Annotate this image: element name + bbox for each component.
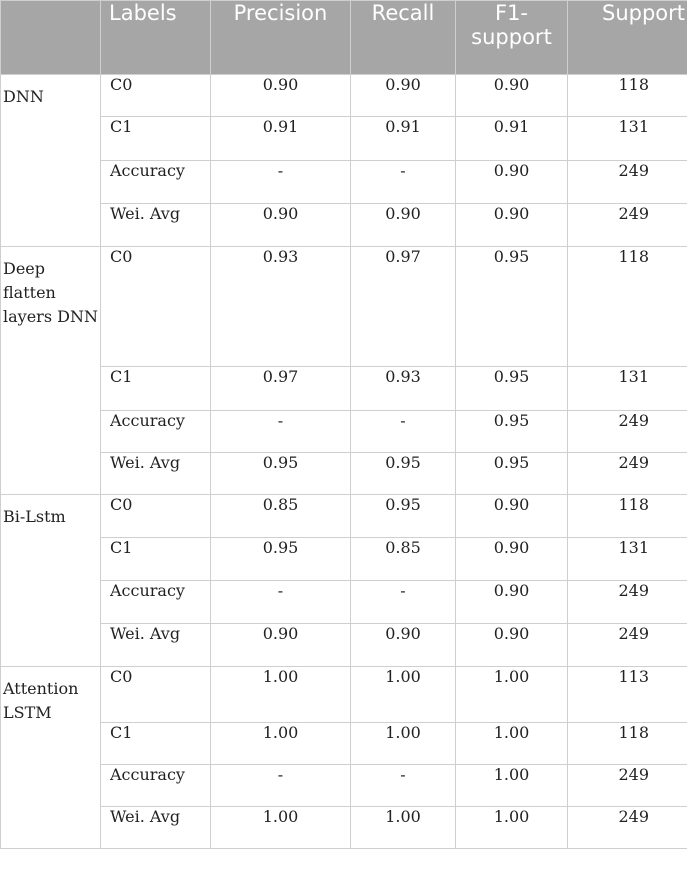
f1-value: 0.90 (456, 75, 568, 117)
row-label: C0 (101, 75, 211, 117)
recall-value: 0.91 (351, 117, 456, 161)
recall-value: 1.00 (351, 667, 456, 723)
table-row (1, 495, 687, 538)
f1-value: 1.00 (456, 807, 568, 849)
f1-value: 0.91 (456, 117, 568, 161)
support-value: 118 (568, 723, 687, 765)
header-support: Support (568, 1, 687, 75)
f1-value: 1.00 (456, 765, 568, 807)
model-name: Attention LSTM (1, 667, 101, 849)
header-f1-support: F1- support (456, 1, 568, 75)
row-label: Wei. Avg (101, 204, 211, 247)
recall-value: 0.90 (351, 624, 456, 667)
f1-value: 0.90 (456, 538, 568, 581)
row-label: Accuracy (101, 765, 211, 807)
f1-value: 0.95 (456, 411, 568, 453)
model-name: DNN (1, 75, 101, 247)
precision-value: 0.95 (211, 538, 351, 581)
support-value: 131 (568, 367, 687, 411)
table-row (1, 581, 687, 624)
support-value: 118 (568, 495, 687, 538)
recall-value: 1.00 (351, 723, 456, 765)
recall-value: 0.90 (351, 75, 456, 117)
support-value: 131 (568, 117, 687, 161)
header-model (1, 1, 101, 75)
precision-value: - (211, 765, 351, 807)
row-label: Accuracy (101, 581, 211, 624)
precision-value: 0.93 (211, 247, 351, 367)
support-value: 113 (568, 667, 687, 723)
f1-value: 0.90 (456, 204, 568, 247)
table-row (1, 204, 687, 247)
f1-value: 0.95 (456, 367, 568, 411)
row-label: C1 (101, 117, 211, 161)
model-name: Bi-Lstm (1, 495, 101, 667)
precision-value: - (211, 411, 351, 453)
precision-value: 0.90 (211, 624, 351, 667)
row-label: Accuracy (101, 411, 211, 453)
header-precision: Precision (211, 1, 351, 75)
f1-value: 0.90 (456, 581, 568, 624)
table-row (1, 765, 687, 807)
f1-value: 0.95 (456, 453, 568, 495)
recall-value: 1.00 (351, 807, 456, 849)
row-label: C1 (101, 538, 211, 581)
table-row (1, 453, 687, 495)
support-value: 118 (568, 75, 687, 117)
table-row (1, 807, 687, 849)
f1-value: 0.90 (456, 161, 568, 204)
support-value: 249 (568, 765, 687, 807)
model-name: Deep flatten layers DNN (1, 247, 101, 495)
table-row (1, 667, 687, 723)
precision-value: 0.97 (211, 367, 351, 411)
table-row (1, 161, 687, 204)
precision-value: 1.00 (211, 807, 351, 849)
table-row (1, 367, 687, 411)
support-value: 118 (568, 247, 687, 367)
table-row (1, 75, 687, 117)
table-row (1, 538, 687, 581)
row-label: Wei. Avg (101, 624, 211, 667)
row-label: Wei. Avg (101, 453, 211, 495)
row-label: Accuracy (101, 161, 211, 204)
f1-value: 0.90 (456, 624, 568, 667)
support-value: 249 (568, 161, 687, 204)
row-label: C0 (101, 247, 211, 367)
recall-value: 0.95 (351, 453, 456, 495)
table-row (1, 247, 687, 367)
row-label: C0 (101, 495, 211, 538)
precision-value: 0.91 (211, 117, 351, 161)
recall-value: - (351, 581, 456, 624)
row-label: C1 (101, 723, 211, 765)
precision-value: 1.00 (211, 667, 351, 723)
recall-value: - (351, 161, 456, 204)
recall-value: - (351, 765, 456, 807)
recall-value: 0.90 (351, 204, 456, 247)
table-row (1, 723, 687, 765)
recall-value: 0.85 (351, 538, 456, 581)
precision-value: 0.90 (211, 75, 351, 117)
support-value: 249 (568, 204, 687, 247)
f1-value: 1.00 (456, 723, 568, 765)
row-label: C1 (101, 367, 211, 411)
row-label: C0 (101, 667, 211, 723)
header-row (1, 1, 687, 75)
row-label: Wei. Avg (101, 807, 211, 849)
table-row (1, 117, 687, 161)
support-value: 249 (568, 624, 687, 667)
precision-value: 0.90 (211, 204, 351, 247)
precision-value: 1.00 (211, 723, 351, 765)
f1-value: 1.00 (456, 667, 568, 723)
precision-value: 0.85 (211, 495, 351, 538)
precision-value: - (211, 581, 351, 624)
support-value: 249 (568, 453, 687, 495)
precision-value: - (211, 161, 351, 204)
f1-value: 0.90 (456, 495, 568, 538)
recall-value: - (351, 411, 456, 453)
support-value: 249 (568, 807, 687, 849)
recall-value: 0.95 (351, 495, 456, 538)
table-row (1, 624, 687, 667)
recall-value: 0.93 (351, 367, 456, 411)
support-value: 249 (568, 581, 687, 624)
support-value: 131 (568, 538, 687, 581)
recall-value: 0.97 (351, 247, 456, 367)
header-labels: Labels (101, 1, 211, 75)
table-row (1, 411, 687, 453)
header-recall: Recall (351, 1, 456, 75)
support-value: 249 (568, 411, 687, 453)
f1-value: 0.95 (456, 247, 568, 367)
precision-value: 0.95 (211, 453, 351, 495)
